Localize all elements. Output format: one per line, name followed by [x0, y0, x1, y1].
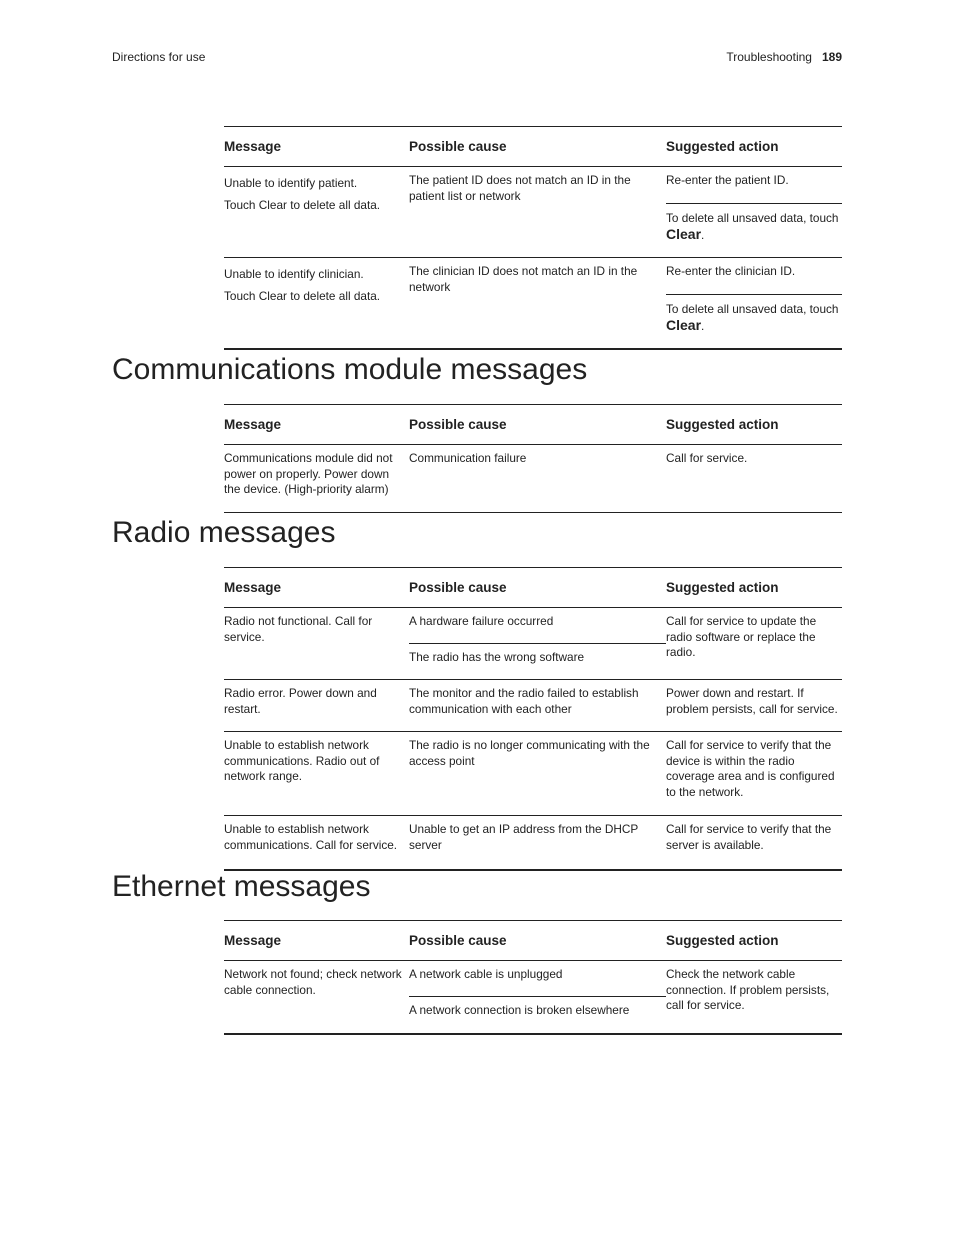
- cause-cell: The patient ID does not match an ID in the patient list or network: [409, 173, 631, 203]
- table-radio: [224, 567, 842, 871]
- cause-text: A network connection is broken elsewhere: [409, 996, 666, 1019]
- cause-cell: The monitor and the radio failed to establish communication with each other: [409, 686, 639, 716]
- col-header-message: Message: [224, 139, 282, 154]
- action-cell: Call for service to update the radio software or replace the radio.: [666, 614, 817, 659]
- page-number: 189: [821, 50, 842, 64]
- clear-keyword: Clear: [666, 316, 702, 333]
- col-header-action: Suggested action: [666, 933, 779, 948]
- action-cell: Call for service to verify that the device is within the radio coverage area and is configured to the network.: [666, 738, 835, 799]
- cause-text: The radio has the wrong software: [409, 643, 666, 666]
- clear-keyword: Clear: [666, 225, 702, 242]
- running-header-section: Troubleshooting: [726, 50, 812, 64]
- message-line: Unable to identify patient.: [224, 176, 358, 190]
- table-row: [224, 816, 842, 871]
- action-cell: Check the network cable connection. If problem persists, call for service.: [666, 967, 830, 1012]
- col-header-action: Suggested action: [666, 580, 779, 595]
- action-text: Re-enter the patient ID.: [666, 173, 789, 187]
- message-cell: Network not found; check network cable connection.: [224, 967, 402, 997]
- col-header-action: Suggested action: [666, 139, 779, 154]
- col-header-cause: Possible cause: [409, 933, 507, 948]
- section-title-radio: Radio messages: [112, 516, 336, 549]
- col-header-message: Message: [224, 933, 282, 948]
- col-header-cause: Possible cause: [409, 580, 507, 595]
- cause-cell: [409, 961, 666, 1033]
- table-row: [224, 608, 842, 680]
- action-text: Re-enter the clinician ID.: [666, 264, 796, 278]
- col-header-message: Message: [224, 580, 282, 595]
- action-text-prefix: To delete all unsaved data, touch: [666, 211, 839, 225]
- col-header-action: Suggested action: [666, 417, 779, 432]
- action-cell: [666, 167, 842, 257]
- table-row: [224, 961, 842, 1035]
- cause-cell: The clinician ID does not match an ID in the network: [409, 264, 638, 294]
- col-header-message: Message: [224, 417, 282, 432]
- message-cell: Unable to establish network communications. Call for service.: [224, 822, 398, 852]
- message-line: Touch Clear to delete all data.: [224, 288, 381, 303]
- cause-cell: [409, 608, 666, 679]
- table-ethernet: [224, 920, 842, 1035]
- message-cell: Communications module did not power on properly. Power down the device. (High-priority alarm): [224, 451, 393, 496]
- col-header-cause: Possible cause: [409, 417, 507, 432]
- action-cell: Power down and restart. If problem persists, call for service.: [666, 686, 838, 716]
- col-header-cause: Possible cause: [409, 139, 507, 154]
- table-header: [224, 567, 842, 608]
- message-cell: Radio not functional. Call for service.: [224, 614, 373, 644]
- section-title-communications: Communications module messages: [112, 353, 588, 386]
- table-communications: [224, 404, 842, 513]
- action-text-suffix: .: [701, 318, 705, 333]
- cause-cell: Communication failure: [409, 451, 527, 465]
- message-cell: [224, 167, 409, 257]
- table-row: [224, 445, 842, 513]
- action-cell: [666, 258, 842, 348]
- message-line: Unable to identify clinician.: [224, 267, 364, 281]
- table-row: [224, 680, 842, 732]
- message-cell: Unable to establish network communications. Radio out of network range.: [224, 738, 380, 783]
- action-text-prefix: To delete all unsaved data, touch: [666, 302, 839, 316]
- message-cell: Radio error. Power down and restart.: [224, 686, 377, 716]
- running-header-left: Directions for use: [112, 50, 206, 64]
- cause-text: A hardware failure occurred: [409, 614, 554, 628]
- cause-cell: The radio is no longer communicating with the access point: [409, 738, 650, 768]
- table-patient-clinician: [224, 126, 842, 350]
- running-header-right: [726, 50, 842, 64]
- cause-text: A network cable is unplugged: [409, 967, 563, 981]
- table-header: [224, 126, 842, 167]
- action-text-suffix: .: [701, 227, 705, 242]
- action-cell: Call for service.: [666, 451, 748, 465]
- action-cell: Call for service to verify that the server is available.: [666, 822, 832, 852]
- table-header: [224, 404, 842, 445]
- table-row: [224, 258, 842, 350]
- table-row: [224, 732, 842, 816]
- message-cell: [224, 258, 409, 348]
- table-header: [224, 920, 842, 961]
- action-text: [666, 294, 842, 334]
- section-title-ethernet: Ethernet messages: [112, 870, 371, 903]
- table-row: [224, 167, 842, 258]
- cause-cell: Unable to get an IP address from the DHCP server: [409, 822, 639, 852]
- action-text: [666, 203, 842, 243]
- message-line: Touch Clear to delete all data.: [224, 197, 381, 212]
